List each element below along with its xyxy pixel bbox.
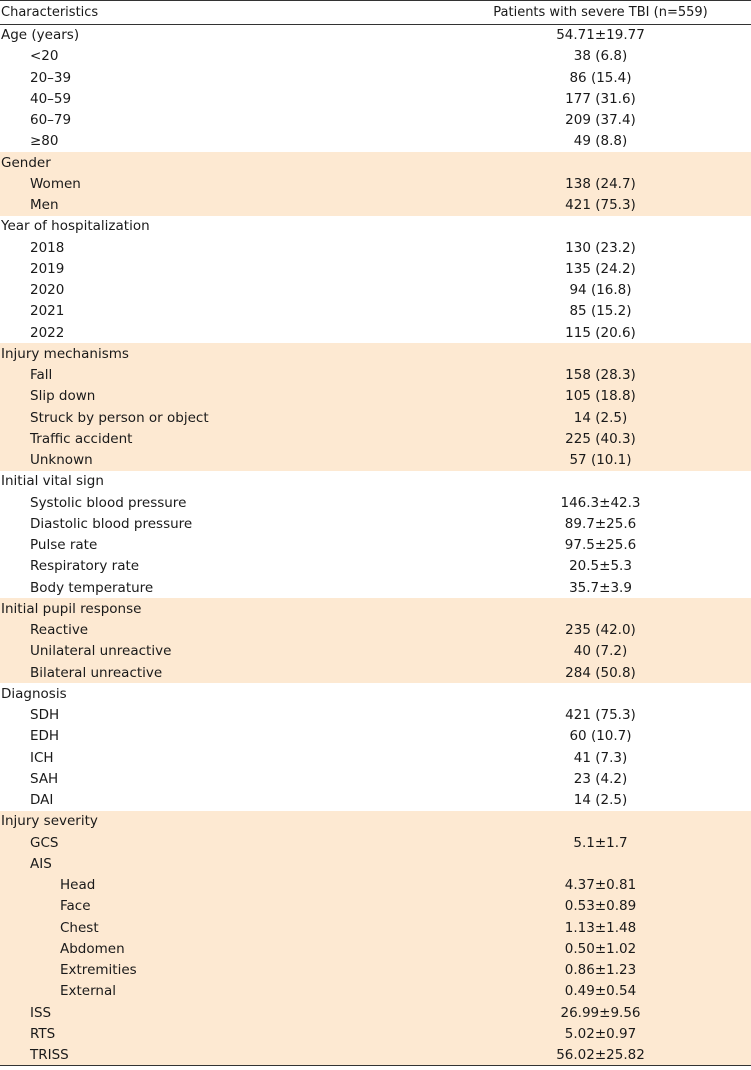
row-value: 41 (7.3): [573, 749, 628, 766]
row-label: Initial pupil response: [0, 598, 450, 619]
row-value: 105 (18.8): [450, 386, 751, 407]
row-label: EDH: [30, 728, 60, 745]
row-value: 89.7±25.6: [564, 515, 637, 532]
row-value: 0.53±0.89: [450, 896, 751, 917]
table-row: [0, 301, 751, 322]
table-row: [0, 1002, 751, 1023]
table-row: [0, 88, 751, 109]
row-value: 5.02±0.97: [450, 1023, 751, 1044]
row-label: Gender: [0, 152, 450, 173]
table-row: [0, 25, 751, 46]
table-row: [0, 832, 751, 853]
table-row: [0, 705, 751, 726]
row-label: 20–39: [30, 69, 72, 86]
table-row: [0, 152, 751, 173]
row-value: 115 (20.6): [565, 324, 636, 341]
row-value: 284 (50.8): [450, 662, 751, 683]
row-label: RTS: [0, 1023, 450, 1044]
row-label: TRISS: [0, 1045, 450, 1066]
row-label: Reactive: [0, 620, 450, 641]
row-label: Slip down: [0, 386, 450, 407]
row-label: Year of hospitalization: [1, 218, 150, 235]
row-label: Diastolic blood pressure: [30, 515, 193, 532]
row-label: Extremities: [0, 960, 450, 981]
row-label: 2019: [30, 260, 65, 277]
row-value: 146.3±42.3: [560, 494, 641, 511]
row-label: Face: [0, 896, 450, 917]
row-label: ISS: [0, 1002, 450, 1023]
row-value: 20.5±5.3: [569, 558, 632, 575]
table-row: [0, 981, 751, 1002]
row-label: Pulse rate: [30, 537, 98, 554]
table-row: [0, 875, 751, 896]
table-row: [0, 726, 751, 747]
row-label: Women: [0, 173, 450, 194]
table-row: [0, 1045, 751, 1066]
row-value: 158 (28.3): [450, 365, 751, 386]
table-row: [0, 237, 751, 258]
table-header-row: [0, 1, 751, 25]
row-value: 0.50±1.02: [450, 938, 751, 959]
row-label: Traffic accident: [0, 428, 450, 449]
table-row: [0, 1023, 751, 1044]
row-value: 135 (24.2): [565, 260, 636, 277]
table-row: [0, 450, 751, 471]
row-value: 5.1±1.7: [450, 832, 751, 853]
table-row: [0, 598, 751, 619]
table-row: [0, 216, 751, 237]
row-label: Diagnosis: [1, 685, 67, 702]
table-row: [0, 173, 751, 194]
row-value: 23 (4.2): [573, 770, 628, 787]
row-value: [450, 216, 751, 237]
table-row: [0, 917, 751, 938]
row-value: 85 (15.2): [569, 303, 632, 320]
table-row: [0, 46, 751, 67]
row-value: 60 (10.7): [569, 728, 632, 745]
table-row: [0, 662, 751, 683]
row-label: Struck by person or object: [0, 407, 450, 428]
row-value: 57 (10.1): [450, 450, 751, 471]
table-row: [0, 938, 751, 959]
table-row: [0, 853, 751, 874]
table-row: [0, 492, 751, 513]
row-label: Age (years): [1, 27, 80, 44]
header-patients: Patients with severe TBI (n=559): [450, 1, 751, 25]
row-label: ≥80: [30, 133, 59, 150]
row-value: 14 (2.5): [450, 407, 751, 428]
row-value: 40 (7.2): [450, 641, 751, 662]
row-label: ICH: [30, 749, 54, 766]
table-row: [0, 683, 751, 704]
row-value: 0.86±1.23: [450, 960, 751, 981]
row-value: [450, 811, 751, 832]
row-label: AIS: [0, 853, 450, 874]
table-row: [0, 67, 751, 88]
row-label: Unknown: [0, 450, 450, 471]
row-label: Abdomen: [0, 938, 450, 959]
table-row: [0, 386, 751, 407]
table-row: [0, 811, 751, 832]
table-row: [0, 258, 751, 279]
row-label: DAI: [30, 792, 54, 809]
row-value: [450, 853, 751, 874]
table-row: [0, 131, 751, 152]
row-label: External: [0, 981, 450, 1002]
table-row: [0, 790, 751, 811]
header-characteristics: Characteristics: [0, 1, 450, 25]
table-row: [0, 280, 751, 301]
row-value: 1.13±1.48: [450, 917, 751, 938]
row-value: 235 (42.0): [450, 620, 751, 641]
row-label: Body temperature: [30, 579, 154, 596]
row-value: 86 (15.4): [569, 69, 632, 86]
row-value: 130 (23.2): [565, 239, 636, 256]
row-label: SAH: [30, 770, 59, 787]
table-row: [0, 960, 751, 981]
row-value: 138 (24.7): [450, 173, 751, 194]
row-label: Bilateral unreactive: [0, 662, 450, 683]
table-row: [0, 407, 751, 428]
row-label: GCS: [0, 832, 450, 853]
row-label: Head: [0, 875, 450, 896]
row-value: 421 (75.3): [450, 195, 751, 216]
table-row: [0, 513, 751, 534]
row-label: 60–79: [30, 112, 72, 129]
row-value: 26.99±9.56: [450, 1002, 751, 1023]
table-row: [0, 195, 751, 216]
row-label: <20: [30, 48, 59, 65]
row-value: 4.37±0.81: [450, 875, 751, 896]
table-row: [0, 747, 751, 768]
table-row: [0, 535, 751, 556]
row-value: [450, 598, 751, 619]
row-label: 2020: [30, 282, 65, 299]
row-value: 94 (16.8): [569, 282, 632, 299]
row-value: [450, 471, 751, 492]
row-value: 54.71±19.77: [556, 27, 645, 44]
table-row: [0, 768, 751, 789]
table-row: [0, 365, 751, 386]
table-row: [0, 322, 751, 343]
row-value: 225 (40.3): [450, 428, 751, 449]
row-label: Fall: [0, 365, 450, 386]
row-value: [450, 343, 751, 364]
row-label: Chest: [0, 917, 450, 938]
table-row: [0, 343, 751, 364]
row-label: 2022: [30, 324, 65, 341]
table-row: [0, 428, 751, 449]
table-row: [0, 641, 751, 662]
row-label: 40–59: [30, 90, 72, 107]
table-row: [0, 110, 751, 131]
row-value: 14 (2.5): [573, 792, 628, 809]
row-value: 35.7±3.9: [569, 579, 632, 596]
row-value: 0.49±0.54: [450, 981, 751, 1002]
row-label: Initial vital sign: [1, 473, 104, 490]
row-value: 56.02±25.82: [450, 1045, 751, 1066]
table-row: [0, 471, 751, 492]
row-label: SDH: [30, 707, 60, 724]
table-row: [0, 556, 751, 577]
row-value: 49 (8.8): [573, 133, 628, 150]
row-label: 2021: [30, 303, 65, 320]
row-label: Respiratory rate: [30, 558, 140, 575]
row-label: 2018: [30, 239, 65, 256]
row-value: 177 (31.6): [565, 90, 636, 107]
row-label: Injury severity: [0, 811, 450, 832]
row-value: 97.5±25.6: [564, 537, 637, 554]
row-label: Injury mechanisms: [0, 343, 450, 364]
row-label: Systolic blood pressure: [30, 494, 187, 511]
table-row: [0, 620, 751, 641]
row-label: Unilateral unreactive: [0, 641, 450, 662]
table-row: [0, 896, 751, 917]
table-body: [0, 25, 751, 1066]
row-label: Men: [0, 195, 450, 216]
row-value: 421 (75.3): [565, 707, 636, 724]
row-value: [450, 683, 751, 704]
row-value: 209 (37.4): [565, 112, 636, 129]
row-value: 38 (6.8): [573, 48, 628, 65]
table-row: [0, 577, 751, 598]
row-value: [450, 152, 751, 173]
